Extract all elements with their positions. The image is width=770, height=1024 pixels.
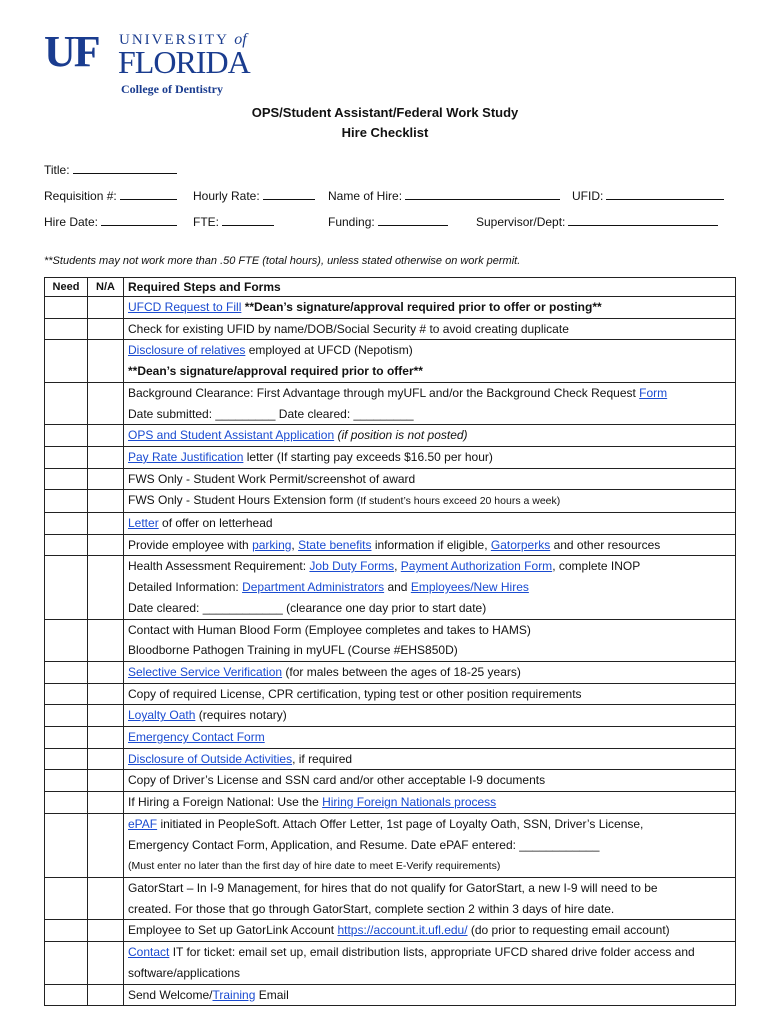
step-text: FWS Only - Student Work Permit/screenshot of award	[128, 471, 416, 486]
table-row	[45, 942, 736, 984]
form-link[interactable]: https://account.it.ufl.edu/	[337, 923, 468, 938]
step-text: created. For those that go through GatorStart, complete section 2 within 3 days of hire date.	[128, 901, 615, 916]
step-line	[128, 319, 731, 340]
need-checkbox-cell[interactable]	[45, 556, 88, 619]
step-line	[128, 361, 731, 382]
step-text: Detailed Information:	[128, 580, 243, 595]
form-link[interactable]: Gatorperks	[490, 537, 551, 552]
step-line	[128, 814, 731, 835]
need-checkbox-cell[interactable]	[45, 748, 88, 770]
step-text: (for males between the ages of 18-25 years)	[282, 664, 521, 679]
step-text: Health Assessment Requirement:	[128, 559, 310, 574]
table-row	[45, 382, 736, 424]
step-text: IT for ticket: email set up, email distribution lists, appropriate UFCD shared drive folder access and	[169, 945, 695, 960]
table-row	[45, 770, 736, 792]
name-of-hire-label: Name of Hire:	[328, 189, 403, 203]
table-row	[45, 318, 736, 340]
table-row	[45, 619, 736, 661]
step-text: employed at UFCD (Nepotism)	[245, 343, 413, 358]
uf-college-of-dentistry-logo	[44, 27, 284, 100]
na-checkbox-cell[interactable]	[88, 661, 124, 683]
requisition-field[interactable]	[44, 187, 177, 203]
form-link[interactable]: Job Duty Forms	[309, 559, 395, 574]
table-row	[45, 490, 736, 513]
table-row	[45, 813, 736, 877]
na-checkbox-cell[interactable]	[88, 468, 124, 490]
funding-label: Funding:	[328, 215, 375, 229]
fte-notice: **Students may not work more than .50 FTE (total hours), unless stated otherwise on work permit.	[44, 255, 521, 267]
logo-florida-text: FLORIDA	[118, 44, 250, 80]
supervisor-dept-label: Supervisor/Dept:	[476, 215, 566, 229]
form-link[interactable]: parking	[252, 537, 292, 552]
fte-label: FTE:	[193, 215, 219, 229]
table-row	[45, 984, 736, 1006]
step-line	[128, 383, 731, 404]
step-description	[124, 556, 736, 619]
step-line	[128, 447, 731, 468]
table-row	[45, 297, 736, 319]
step-text: (if position is not posted)	[334, 428, 468, 443]
need-checkbox-cell[interactable]	[45, 490, 88, 513]
table-row	[45, 446, 736, 468]
step-text: Copy of Driver’s License and SSN card and/or other acceptable I-9 documents	[128, 773, 546, 788]
step-line	[128, 640, 731, 661]
step-text: , complete INOP	[552, 559, 641, 574]
form-link[interactable]: Letter	[128, 516, 159, 531]
form-link[interactable]: Selective Service Verification	[128, 664, 283, 679]
ufid-field[interactable]	[572, 187, 724, 203]
step-line	[128, 469, 731, 490]
need-column-header: Need	[45, 278, 88, 297]
table-row	[45, 556, 736, 619]
step-description	[124, 683, 736, 705]
checklist-body	[45, 297, 736, 1006]
hire-date-label: Hire Date:	[44, 215, 99, 229]
step-line	[128, 404, 731, 425]
step-line	[128, 620, 731, 641]
step-description	[124, 813, 736, 877]
step-description	[124, 792, 736, 814]
table-row	[45, 468, 736, 490]
step-line	[128, 920, 731, 941]
step-description	[124, 984, 736, 1006]
na-checkbox-cell[interactable]	[88, 920, 124, 942]
logo-college-name: College of Dentistry	[121, 82, 223, 96]
form-link[interactable]: Payment Authorization Form	[400, 559, 553, 574]
na-checkbox-cell[interactable]	[88, 683, 124, 705]
step-text: GatorStart – In I-9 Management, for hires that do not qualify for GatorStart, a new I-9 will need to be	[128, 880, 658, 895]
document-title: OPS/Student Assistant/Federal Work Study	[251, 105, 519, 120]
step-description	[124, 490, 736, 513]
need-checkbox-cell[interactable]	[45, 683, 88, 705]
step-line	[128, 705, 731, 726]
na-column-header: N/A	[88, 278, 124, 297]
step-line	[128, 835, 731, 856]
step-line	[128, 770, 731, 791]
step-line	[128, 662, 731, 683]
need-checkbox-cell[interactable]	[45, 513, 88, 535]
step-text: FWS Only - Student Hours Extension form	[128, 493, 357, 508]
na-checkbox-cell[interactable]	[88, 705, 124, 727]
step-text: **Dean’s signature/approval required prior to offer or posting**	[241, 300, 602, 314]
step-text: Contact with Human Blood Form (Employee completes and takes to HAMS)	[128, 622, 531, 637]
need-checkbox-cell[interactable]	[45, 942, 88, 984]
need-checkbox-cell[interactable]	[45, 468, 88, 490]
need-checkbox-cell[interactable]	[45, 425, 88, 447]
step-text: Bloodborne Pathogen Training in myUFL (Course #EHS850D)	[128, 643, 458, 658]
step-text: Date cleared: ____________ (clearance one day prior to start date)	[128, 600, 487, 615]
hire-checklist-table	[44, 277, 736, 1006]
step-line	[128, 749, 731, 770]
na-checkbox-cell[interactable]	[88, 748, 124, 770]
need-checkbox-cell[interactable]	[45, 705, 88, 727]
table-row	[45, 534, 736, 556]
step-description	[124, 513, 736, 535]
step-text: ,	[394, 559, 401, 574]
need-checkbox-cell[interactable]	[45, 813, 88, 877]
form-link[interactable]: Department Administrators	[242, 580, 385, 595]
na-checkbox-cell[interactable]	[88, 513, 124, 535]
need-checkbox-cell[interactable]	[45, 318, 88, 340]
step-text: Check for existing UFID by name/DOB/Social Security # to avoid creating duplicate	[128, 321, 569, 336]
na-checkbox-cell[interactable]	[88, 446, 124, 468]
table-row	[45, 340, 736, 382]
step-text: (do prior to requesting email account)	[467, 923, 670, 938]
title-field[interactable]	[44, 161, 177, 177]
na-checkbox-cell[interactable]	[88, 770, 124, 792]
step-line	[128, 535, 731, 556]
table-row	[45, 705, 736, 727]
step-text: Emergency Contact Form, Application, and Resume. Date ePAF entered: ____________	[128, 837, 600, 852]
step-text: Copy of required License, CPR certification, typing test or other position requirements	[128, 686, 582, 701]
na-checkbox-cell[interactable]	[88, 727, 124, 749]
step-text: Employee to Set up GatorLink Account	[128, 923, 338, 938]
na-checkbox-cell[interactable]	[88, 318, 124, 340]
form-link[interactable]: UFCD Request to Fill	[128, 300, 242, 314]
step-text: of offer on letterhead	[158, 516, 273, 531]
form-link[interactable]: Form	[639, 385, 668, 400]
na-checkbox-cell[interactable]	[88, 619, 124, 661]
need-checkbox-cell[interactable]	[45, 792, 88, 814]
step-line	[128, 878, 731, 899]
step-description	[124, 748, 736, 770]
step-text: software/applications	[128, 965, 241, 980]
step-line	[128, 727, 731, 748]
step-line	[128, 556, 731, 577]
need-checkbox-cell[interactable]	[45, 877, 88, 919]
form-link[interactable]: Employees/New Hires	[410, 580, 529, 595]
table-row	[45, 792, 736, 814]
need-checkbox-cell[interactable]	[45, 727, 88, 749]
table-header-row	[45, 278, 736, 297]
form-link[interactable]: Loyalty Oath	[128, 708, 196, 723]
step-text: Date submitted: _________ Date cleared: _________	[128, 406, 414, 421]
table-row	[45, 683, 736, 705]
step-line	[128, 577, 731, 598]
na-checkbox-cell[interactable]	[88, 942, 124, 984]
na-checkbox-cell[interactable]	[88, 425, 124, 447]
need-checkbox-cell[interactable]	[45, 382, 88, 424]
fte-field[interactable]	[193, 213, 274, 229]
na-checkbox-cell[interactable]	[88, 792, 124, 814]
step-line	[128, 297, 731, 318]
title-label: Title:	[44, 163, 70, 177]
form-link[interactable]: Training	[212, 987, 256, 1002]
form-link[interactable]: Emergency Contact Form	[128, 730, 265, 745]
ufid-label: UFID:	[572, 189, 604, 203]
table-row	[45, 661, 736, 683]
hire-date-field[interactable]	[44, 213, 177, 229]
need-checkbox-cell[interactable]	[45, 661, 88, 683]
step-description	[124, 425, 736, 447]
form-link[interactable]: OPS and Student Assistant Application	[128, 428, 335, 443]
na-checkbox-cell[interactable]	[88, 490, 124, 513]
table-row	[45, 920, 736, 942]
step-description	[124, 770, 736, 792]
na-checkbox-cell[interactable]	[88, 556, 124, 619]
form-link[interactable]: Disclosure of relatives	[128, 343, 246, 358]
form-link[interactable]: Hiring Foreign Nationals process	[322, 795, 497, 810]
need-checkbox-cell[interactable]	[45, 920, 88, 942]
requisition-label: Requisition #:	[44, 189, 117, 203]
table-row	[45, 877, 736, 919]
na-checkbox-cell[interactable]	[88, 813, 124, 877]
step-line	[128, 598, 731, 619]
form-link[interactable]: ePAF	[128, 816, 158, 831]
step-text: ,	[291, 537, 299, 552]
step-line	[128, 963, 731, 984]
table-row	[45, 748, 736, 770]
need-checkbox-cell[interactable]	[45, 340, 88, 382]
step-description	[124, 942, 736, 984]
step-text: initiated in PeopleSoft. Attach Offer Letter, 1st page of Loyalty Oath, SSN, Driver’s License,	[157, 816, 644, 831]
form-link[interactable]: Disclosure of Outside Activities	[128, 751, 293, 766]
na-checkbox-cell[interactable]	[88, 382, 124, 424]
step-line	[128, 490, 731, 512]
form-link[interactable]: Pay Rate Justification	[128, 449, 244, 464]
step-description	[124, 318, 736, 340]
step-text: Send Welcome/	[128, 987, 213, 1002]
step-description	[124, 877, 736, 919]
table-row	[45, 727, 736, 749]
step-description	[124, 727, 736, 749]
supervisor-dept-field[interactable]	[476, 213, 718, 229]
step-text: and	[384, 580, 411, 595]
step-text: (Must enter no later than the first day of hire date to meet E-Verify requirements)	[128, 860, 501, 873]
step-text: (If student’s hours exceed 20 hours a week)	[356, 495, 561, 508]
step-line	[128, 855, 731, 877]
step-description	[124, 468, 736, 490]
need-checkbox-cell[interactable]	[45, 534, 88, 556]
step-text: letter (If starting pay exceeds $16.50 per hour)	[243, 449, 493, 464]
step-line	[128, 942, 731, 963]
uf-monogram: UF	[44, 27, 99, 76]
step-description	[124, 705, 736, 727]
need-checkbox-cell[interactable]	[45, 619, 88, 661]
na-checkbox-cell[interactable]	[88, 340, 124, 382]
step-line	[128, 684, 731, 705]
step-text: information if eligible,	[371, 537, 491, 552]
step-text: Background Clearance: First Advantage through myUFL and/or the Background Check Request	[128, 385, 640, 400]
na-checkbox-cell[interactable]	[88, 534, 124, 556]
step-description	[124, 446, 736, 468]
need-checkbox-cell[interactable]	[45, 446, 88, 468]
step-line	[128, 985, 731, 1006]
na-checkbox-cell[interactable]	[88, 297, 124, 319]
need-checkbox-cell[interactable]	[45, 770, 88, 792]
step-line	[128, 425, 731, 446]
step-description	[124, 920, 736, 942]
step-text: **Dean’s signature/approval required prior to offer**	[128, 364, 423, 379]
step-line	[128, 792, 731, 813]
step-description	[124, 297, 736, 319]
document-subtitle: Hire Checklist	[341, 125, 429, 140]
steps-column-header: Required Steps and Forms	[124, 278, 736, 297]
step-text: Email	[255, 987, 289, 1002]
step-line	[128, 340, 731, 361]
step-text: , if required	[292, 751, 353, 766]
need-checkbox-cell[interactable]	[45, 984, 88, 1006]
form-link[interactable]: State benefits	[298, 537, 372, 552]
name-of-hire-field[interactable]	[328, 187, 560, 203]
step-text: (requires notary)	[195, 708, 287, 723]
logo-university-text: UNIVERSITY of	[119, 31, 247, 48]
need-checkbox-cell[interactable]	[45, 297, 88, 319]
step-description	[124, 534, 736, 556]
step-description	[124, 382, 736, 424]
step-description	[124, 661, 736, 683]
form-link[interactable]: Contact	[128, 945, 170, 960]
step-text: Provide employee with	[128, 537, 253, 552]
table-row	[45, 513, 736, 535]
step-text: If Hiring a Foreign National: Use the	[128, 795, 323, 810]
hourly-rate-label: Hourly Rate:	[193, 189, 260, 203]
step-description	[124, 340, 736, 382]
hourly-rate-field[interactable]	[193, 187, 315, 203]
step-line	[128, 513, 731, 534]
step-text: and other resources	[550, 537, 661, 552]
step-line	[128, 899, 731, 920]
funding-field[interactable]	[328, 213, 448, 229]
step-description	[124, 619, 736, 661]
table-row	[45, 425, 736, 447]
na-checkbox-cell[interactable]	[88, 877, 124, 919]
na-checkbox-cell[interactable]	[88, 984, 124, 1006]
